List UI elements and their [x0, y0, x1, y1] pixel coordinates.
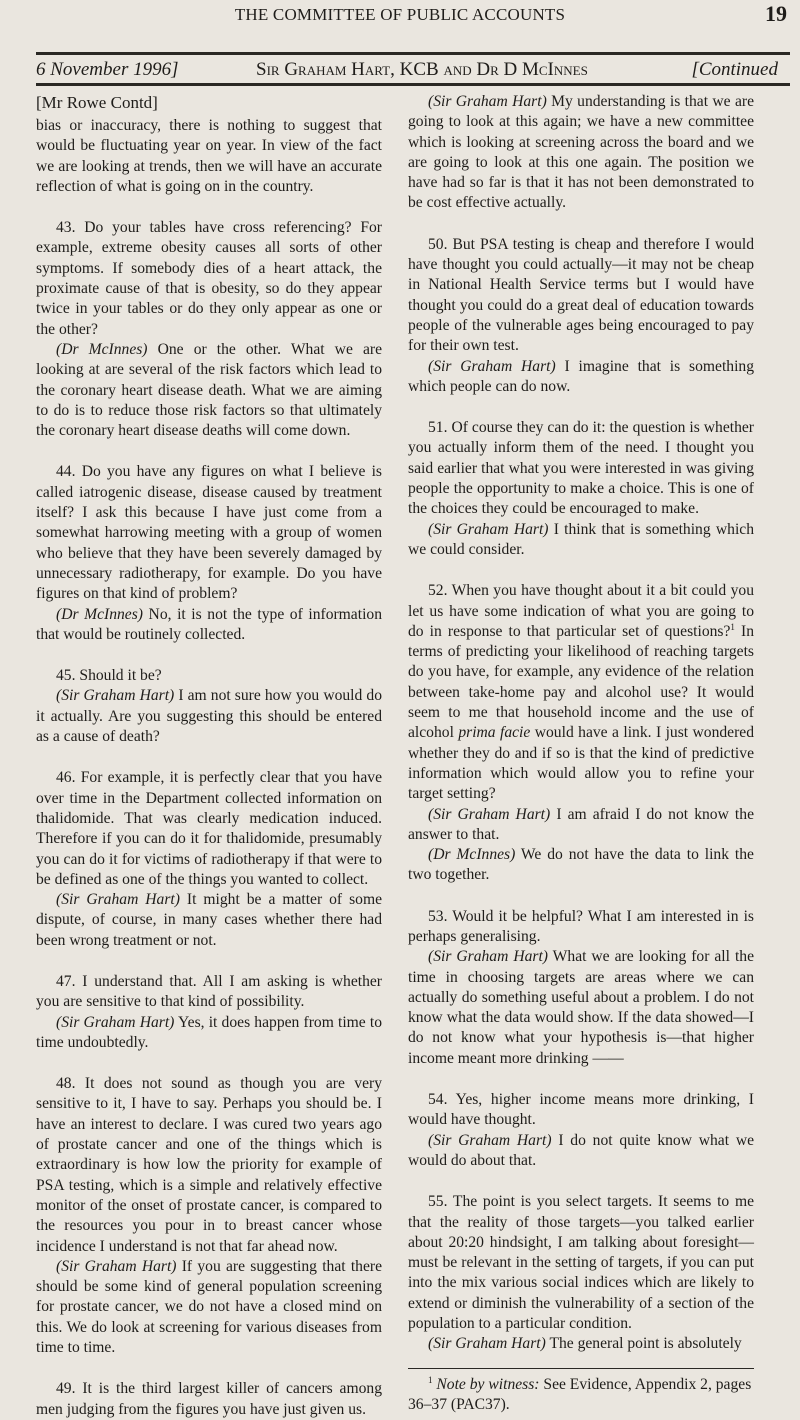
question-54: 54. Yes, higher income means more drinking, I would have thought. [408, 1091, 754, 1129]
answer-text: It might be a matter of some dispute, of course, in many cases whether there had been wrong treatment or not. [36, 891, 382, 949]
latin-phrase: prima facie [458, 724, 531, 742]
speaker-label: (Sir Graham Hart) [428, 93, 547, 110]
question-text: In terms of predicting your likelihood of reaching targets do you have, for example, any evidence of the relation between take-home pay and alcohol use? It would seem to me that household income and the use of alcohol [408, 622, 755, 742]
speaker-label: (Sir Graham Hart) [428, 520, 549, 538]
answer-45 [36, 686, 382, 747]
header-rule-top [36, 52, 790, 55]
speaker-label: (Dr McInnes) [56, 340, 148, 358]
question-52 [408, 581, 754, 804]
answer-text: One or the other. What we are looking at are several of the risk factors which lead to the coronary heart disease death. What we are aiming to do is to reduce those risk factors so that ultimately the coronary heart disease deaths will come down. [36, 340, 383, 440]
footnote-text: See Evidence, Appendix 2, pages 36–37 (PAC37). [408, 1375, 752, 1413]
answer-text: Yes, it does happen from time to time undoubtedly. [36, 1013, 383, 1051]
paragraph: bias or inaccuracy, there is nothing to suggest that would be fluctuating year on year. In view of the fact we are looking at trends, then we will have an accurate reflection of what is going on in the country. [36, 117, 382, 195]
question-55: 55. The point is you select targets. It seems to me that the reality of those targets—you talked earlier about 20:20 hindsight, I am talking about foresight—must be relevant in the setting of targets, if you can put into the mix various social indices which are likely to extend or diminish the vulnerability of a section of the population to a particular condition. [408, 1193, 754, 1333]
answer-text: We do not have the data to link the two together. [408, 846, 754, 884]
footnote-reference[interactable]: 1 [730, 621, 735, 632]
page-number: 19 [765, 1, 787, 26]
speaker-label: (Sir Graham Hart) [428, 1131, 552, 1149]
question-50: 50. But PSA testing is cheap and therefore I would have thought you could actually—it may not be cheap in National Health Service terms but I would have thought you could do a great deal of education towards people of the vulnerable ages being encouraged to pay for their own test. [408, 235, 754, 355]
answer-text: My understanding is that we are going to look at this again; we have a new committee which is looking at screening across the board and we are going to look at this one again. The position we have had so far is that it has not been demonstrated to be cost effective actually. [408, 93, 754, 212]
continued-label: [Continued [691, 59, 778, 80]
footnote [408, 1375, 754, 1415]
questioner-heading: [Mr Rowe Contd] [36, 93, 158, 112]
question-text: would have a link. I just wondered whether they do and if so is that the kind of predictive information which would allow you to refine your target setting? [408, 724, 755, 803]
answer-51 [408, 520, 754, 561]
right-column [408, 92, 754, 1415]
hearing-line [36, 58, 790, 82]
speaker-label: (Sir Graham Hart) [428, 1335, 546, 1353]
question-43: 43. Do your tables have cross referencing? For example, extreme obesity causes all sorts of other symptoms. If somebody dies of a heart attack, the proximate cause of that is obesity, so do they appear twice in your tables or do they only appear as one or the other? [36, 219, 382, 338]
answer-48 [36, 1257, 382, 1358]
question-53: 53. Would it be helpful? What I am interested in is perhaps generalising. [408, 907, 754, 945]
answer-text: I am not sure how you would do it actually. Are you suggesting this should be entered as a cause of death? [36, 687, 382, 746]
answer-47 [36, 1013, 382, 1054]
question-46: 46. For example, it is perfectly clear that you have over time in the Department collected information on thalidomide. That was clearly medication induced. Therefore if you can do it for thalidomide, presumably you can do it for victims of radiotherapy if that were to be defined as one of the things you wanted to collect. [36, 769, 382, 888]
running-title: THE COMMITTEE OF PUBLIC ACCOUNTS [234, 5, 566, 24]
answer-text: If you are suggesting that there should be some kind of general population screening for prostate cancer, we do not have a closed mind on this. We do look at screening for various diseases from time to time. [36, 1257, 382, 1357]
footnote-label: Note by witness: [436, 1375, 540, 1393]
answer-55 [408, 1334, 754, 1354]
footnote-mark: 1 [428, 1374, 433, 1385]
answer-49 [408, 92, 754, 214]
answer-text: I am afraid I do not know the answer to that. [408, 805, 754, 843]
footnote-rule [408, 1368, 754, 1369]
answer-52-second [408, 845, 754, 886]
hearing-date: 6 November 1996] [36, 59, 179, 80]
left-column [36, 92, 382, 1420]
answer-text: I imagine that is something which people can do now. [408, 357, 755, 395]
question-51: 51. Of course they can do it: the question is whether you actually inform them of the need. I thought you said earlier that what you were interested in was giving people the opportunity to make a choice. This is one of the choices they could be encouraged to make. [408, 419, 754, 518]
answer-46 [36, 890, 382, 951]
question-text: 52. When you have thought about it a bit could you let us have some indication of what you are going to do in response to that particular set of questions? [408, 582, 754, 640]
header-rule-bottom [36, 83, 790, 86]
answer-text: The general point is absolutely [545, 1335, 742, 1353]
speaker-label: (Sir Graham Hart) [56, 1257, 177, 1275]
answer-54 [408, 1131, 754, 1172]
answer-52 [408, 805, 754, 846]
speaker-label: (Sir Graham Hart) [428, 805, 551, 823]
answer-text: What we are looking for all the time in choosing targets are areas where we can actually do something useful about a problem. I do not know what the data would show. If the data showed—I do not know what your hypothesis is—that higher income meant more drinking —— [408, 948, 754, 1067]
answer-44 [36, 605, 382, 646]
question-45: 45. Should it be? [56, 667, 162, 685]
question-44: 44. Do you have any figures on what I believe is called iatrogenic disease, disease caused by treatment itself? I ask this because I have just come from a somewhat harrowing meeting with a group of women who believe that they have been severely damaged by unnecessary radiotherapy, for example. Do you have figures on that kind of problem? [36, 463, 382, 603]
speaker-label: (Sir Graham Hart) [56, 891, 180, 909]
hearing-witnesses: Sir Graham Hart, KCB and Dr D McInnes [256, 59, 588, 80]
question-47: 47. I understand that. All I am asking is whether you are sensitive to that kind of possibility. [36, 972, 382, 1011]
answer-50 [408, 357, 754, 398]
speaker-label: (Dr McInnes) [56, 605, 143, 623]
question-48: 48. It does not sound as though you are very sensitive to it, I have to say. Perhaps you should be. I have an interest to declare. I was cured two years ago of prostate cancer and one of the things which is extraordinary is how low the priority for example of PSA testing, which is a simple and relatively effective monitor of the onset of prostate cancer, is compared to the resources you pour in to breast cancer whose incidence I understand is not that far ahead now. [36, 1075, 382, 1255]
answer-text: I think that is something which we could consider. [408, 520, 754, 558]
answer-53 [408, 947, 754, 1069]
speaker-label: (Sir Graham Hart) [428, 948, 548, 966]
speaker-label: (Sir Graham Hart) [56, 687, 175, 705]
speaker-label: (Sir Graham Hart) [428, 357, 556, 375]
answer-text: No, it is not the type of information that would be routinely collected. [36, 605, 382, 643]
answer-43 [36, 340, 382, 441]
answer-text: I do not quite know what we would do about that. [408, 1131, 755, 1169]
speaker-label: (Dr McInnes) [428, 846, 516, 864]
speaker-label: (Sir Graham Hart) [56, 1013, 175, 1031]
question-49: 49. It is the third largest killer of cancers among men judging from the figures you have just given us. [36, 1380, 382, 1418]
